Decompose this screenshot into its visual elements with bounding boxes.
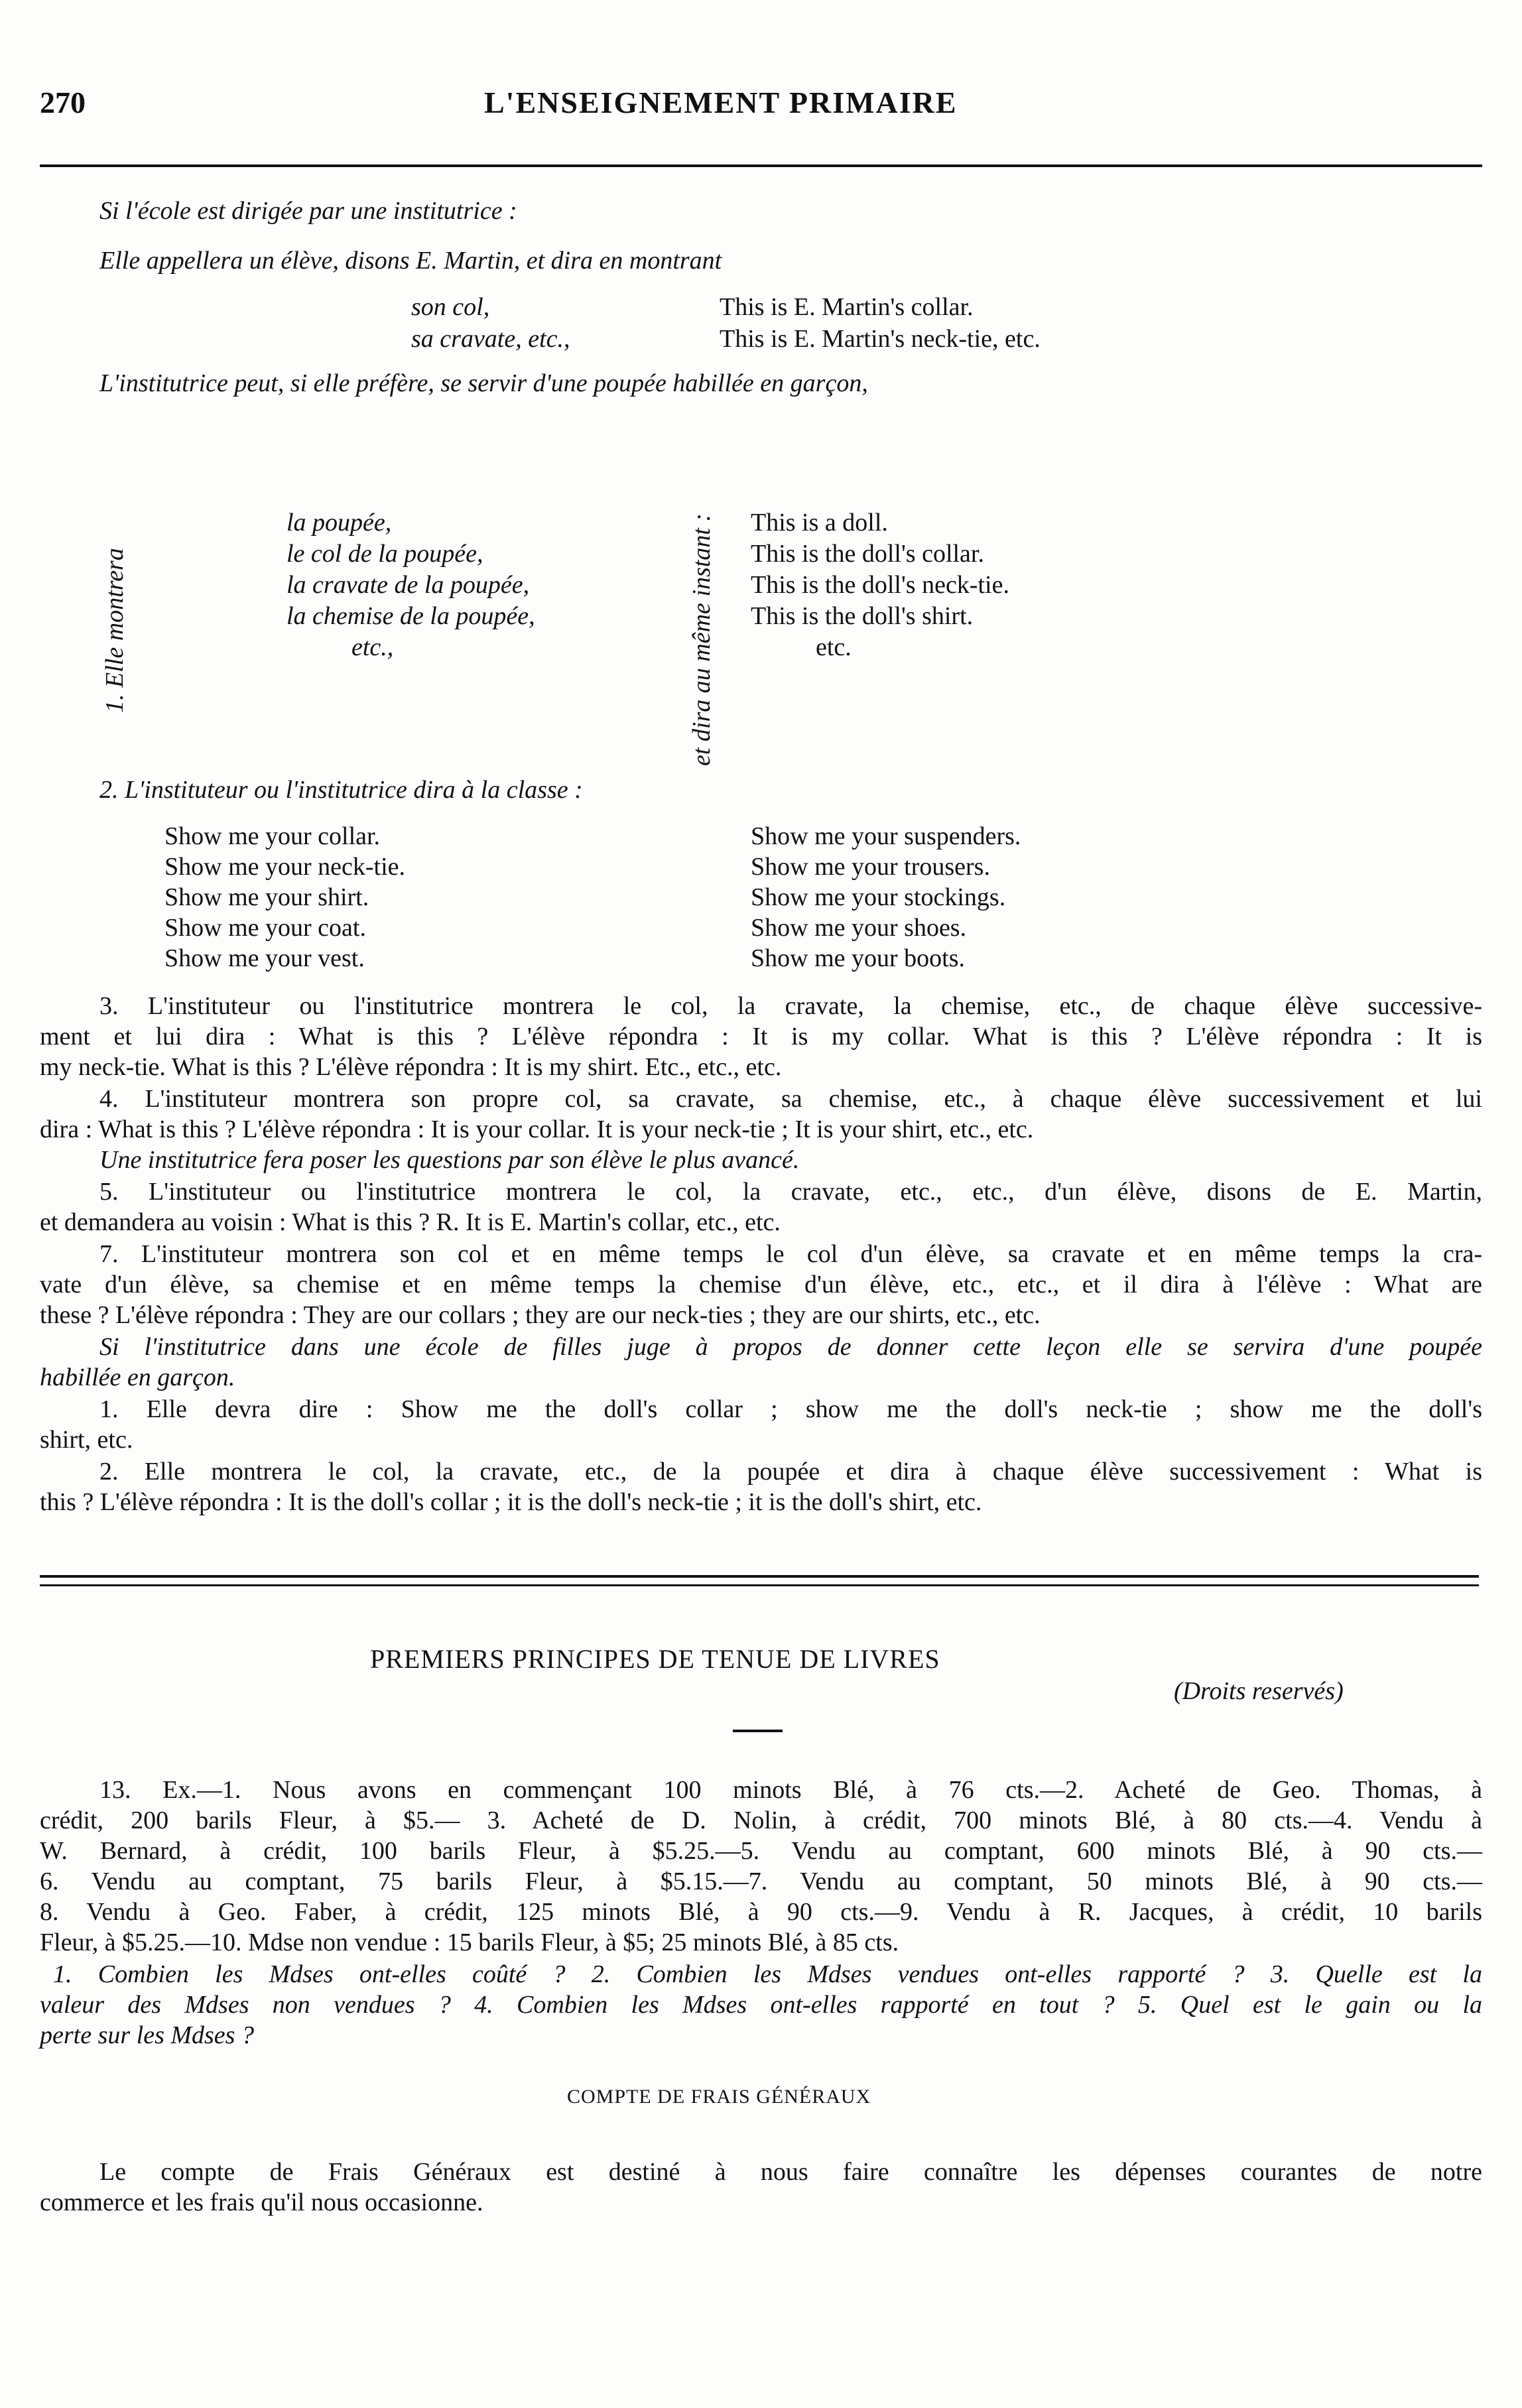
rights-note: (Droits reservés) — [1174, 1677, 1344, 1705]
side-label-mid: et dira au même instant : — [688, 513, 716, 766]
item4-line-1: 4. L'instituteur montrera son propre col, sa cravate, sa chemise, etc., à chaque élève successivement et lui — [99, 1085, 1482, 1113]
doll-intro: L'institutrice peut, si elle préfère, se servir d'une poupée habillée en garçon, — [99, 369, 868, 397]
doll-fr-3: la cravate de la poupée, — [286, 571, 530, 599]
section-rule-top — [40, 1575, 1479, 1578]
doll-en-3: This is the doll's neck-tie. — [751, 571, 1009, 599]
show-left-1: Show me your collar. — [164, 822, 381, 850]
section-subtitle: COMPTE DE FRAIS GÉNÉRAUX — [567, 2086, 871, 2108]
pair1-en-2: This is E. Martin's neck-tie, etc. — [720, 325, 1041, 353]
show-left-2: Show me your neck-tie. — [164, 853, 406, 881]
girls-line-1: Si l'institutrice dans une école de filles juge à propos de donner cette leçon elle se servira d'une poupée — [99, 1333, 1482, 1361]
closing-line-2: commerce et les frais qu'il nous occasionne. — [40, 2188, 483, 2216]
bookkeeping-title: PREMIERS PRINCIPES DE TENUE DE LIVRES — [370, 1644, 940, 1674]
page-number: 270 — [40, 86, 86, 119]
exercise-line-5: 8. Vendu à Geo. Faber, à crédit, 125 minots Blé, à 90 cts.—9. Vendu à R. Jacques, à crédit, 10 barils — [40, 1898, 1482, 1926]
girls2-line-2: this ? L'élève répondra : It is the doll's collar ; it is the doll's neck-tie ; it is the doll's shirt, etc. — [40, 1488, 982, 1516]
doll-fr-4: la chemise de la poupée, — [286, 602, 535, 630]
show-right-2: Show me your trousers. — [751, 853, 990, 881]
item2-lead: 2. L'instituteur ou l'institutrice dira à la classe : — [99, 776, 583, 804]
show-left-4: Show me your coat. — [164, 914, 366, 942]
item4-line-2: dira : What is this ? L'élève répondra : It is your collar. It is your neck-tie ; It is your shirt, etc., etc. — [40, 1115, 1034, 1143]
intro-line-1: Si l'école est dirigée par une institutrice : — [99, 197, 517, 225]
item7-line-1: 7. L'instituteur montrera son col et en même temps le col d'un élève, sa cravate et en même temps la cra- — [99, 1240, 1482, 1268]
questions-line-3: perte sur les Mdses ? — [40, 2021, 254, 2049]
doll-en-2: This is the doll's collar. — [751, 540, 984, 568]
girls-line-2: habillée en garçon. — [40, 1363, 235, 1391]
title-short-rule — [733, 1730, 783, 1732]
show-left-3: Show me your shirt. — [164, 883, 369, 911]
item3-line-3: my neck-tie. What is this ? L'élève répondra : It is my shirt. Etc., etc., etc. — [40, 1053, 782, 1081]
item3-line-1: 3. L'instituteur ou l'institutrice montrera le col, la cravate, la chemise, etc., de chaque élève successive- — [99, 992, 1482, 1020]
item7-line-2: vate d'un élève, sa chemise et en même temps la chemise d'un élève, etc., etc., et il dira à l'élève : What are — [40, 1271, 1482, 1299]
item5-line-2: et demandera au voisin : What is this ? R. It is E. Martin's collar, etc., etc. — [40, 1208, 781, 1236]
closing-line-1: Le compte de Frais Généraux est destiné à nous faire connaître les dépenses courantes de notre — [99, 2158, 1482, 2186]
exercise-line-2: crédit, 200 barils Fleur, à $5.— 3. Acheté de D. Nolin, à crédit, 700 minots Blé, à 80 cts.—4. Vendu à — [40, 1806, 1482, 1834]
intro-line-2: Elle appellera un élève, disons E. Martin, et dira en montrant — [99, 247, 722, 275]
item7-line-3: these ? L'élève répondra : They are our collars ; they are our neck-ties ; they are our shirts, etc., etc. — [40, 1301, 1041, 1329]
show-right-3: Show me your stockings. — [751, 883, 1006, 911]
doll-fr-5: etc., — [351, 633, 394, 661]
show-left-5: Show me your vest. — [164, 944, 365, 972]
girls1-line-1: 1. Elle devra dire : Show me the doll's collar ; show me the doll's neck-tie ; show me the doll's — [99, 1395, 1482, 1423]
questions-line-2: valeur des Mdses non vendues ? 4. Combien les Mdses ont-elles rapporté en tout ? 5. Quel est le gain ou la — [40, 1991, 1482, 2019]
show-right-4: Show me your shoes. — [751, 914, 967, 942]
running-title: L'ENSEIGNEMENT PRIMAIRE — [484, 86, 958, 119]
girls1-line-2: shirt, etc. — [40, 1426, 133, 1454]
questions-line-1: 1. Combien les Mdses ont-elles coûté ? 2. Combien les Mdses vendues ont-elles rapporté ? 3. Quelle est la — [53, 1960, 1482, 1988]
doll-fr-1: la poupée, — [286, 509, 392, 537]
exercise-line-3: W. Bernard, à crédit, 100 barils Fleur, à $5.25.—5. Vendu au comptant, 600 minots Blé, à 90 cts.— — [40, 1837, 1482, 1865]
pair1-fr-2: sa cravate, etc., — [411, 325, 570, 353]
exercise-line-1: 13. Ex.—1. Nous avons en commençant 100 minots Blé, à 76 cts.—2. Acheté de Geo. Thomas, à — [99, 1776, 1482, 1804]
show-right-5: Show me your boots. — [751, 944, 965, 972]
exercise-line-4: 6. Vendu au comptant, 75 barils Fleur, à $5.15.—7. Vendu au comptant, 50 minots Blé, à 90 cts.— — [40, 1868, 1482, 1895]
header-rule — [40, 164, 1482, 167]
side-label-left: 1. Elle montrera — [101, 548, 129, 713]
item5-line-1: 5. L'instituteur ou l'institutrice montrera le col, la cravate, etc., etc., d'un élève, disons de E. Martin, — [99, 1178, 1482, 1206]
pair1-fr-1: son col, — [411, 293, 490, 321]
doll-en-1: This is a doll. — [751, 509, 888, 537]
item3-line-2: ment et lui dira : What is this ? L'élève répondra : It is my collar. What is this ? L'élève répondra : It is — [40, 1023, 1482, 1050]
doll-en-5: etc. — [816, 633, 852, 661]
item4-note: Une institutrice fera poser les questions par son élève le plus avancé. — [99, 1146, 800, 1174]
section-rule-bottom — [40, 1584, 1479, 1586]
girls2-line-1: 2. Elle montrera le col, la cravate, etc., de la poupée et dira à chaque élève successivement : What is — [99, 1458, 1482, 1486]
doll-en-4: This is the doll's shirt. — [751, 602, 974, 630]
pair1-en-1: This is E. Martin's collar. — [720, 293, 974, 321]
exercise-line-6: Fleur, à $5.25.—10. Mdse non vendue : 15 barils Fleur, à $5; 25 minots Blé, à 85 cts. — [40, 1929, 899, 1956]
show-right-1: Show me your suspenders. — [751, 822, 1021, 850]
doll-fr-2: le col de la poupée, — [286, 540, 483, 568]
